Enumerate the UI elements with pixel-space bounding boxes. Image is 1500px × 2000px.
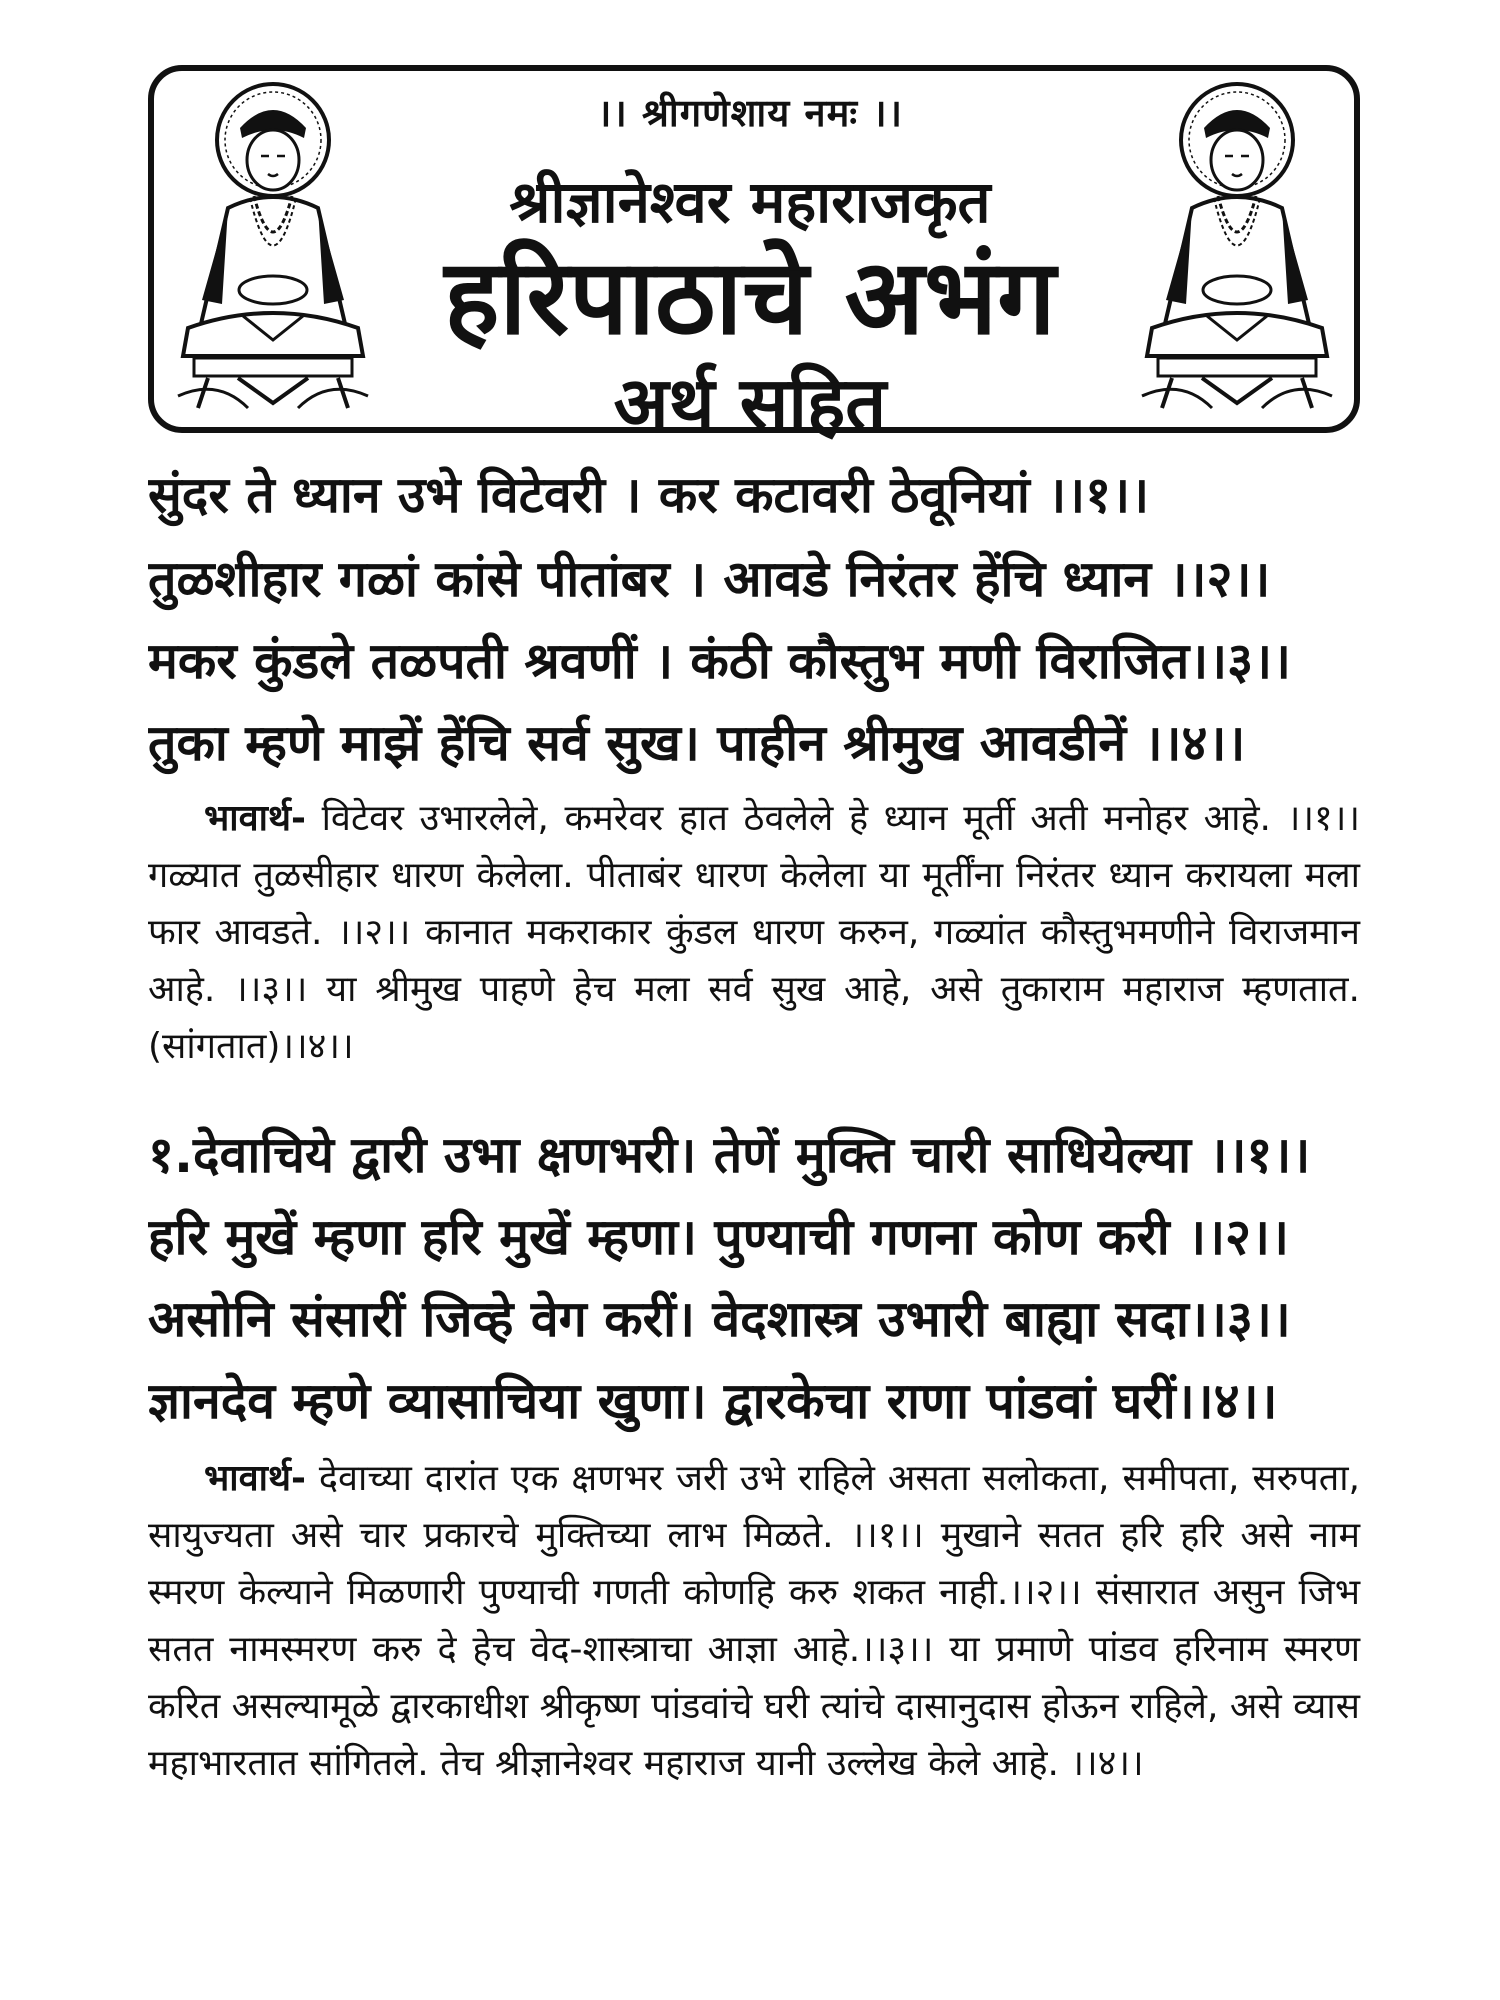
verse-line: सुंदर ते ध्यान उभे विटेवरी । कर कटावरी ठेवूनियां ।।१।। — [148, 466, 1150, 524]
verse-line: ज्ञानदेव म्हणे व्यासाचिया खुणा। द्वारकेचा राणा पांडवां घरीं।।४।। — [148, 1372, 1278, 1430]
verse-line: हरि मुखें म्हणा हरि मुखें म्हणा। पुण्याची गणना कोण करी ।।२।। — [148, 1208, 1289, 1266]
author-line: श्रीज्ञानेश्वर महाराजकृत — [509, 168, 991, 236]
meaning-paragraph — [148, 790, 1360, 1075]
verse-line: तुका म्हणे माझें हेंचि सर्व सुख। पाहीन श्रीमुख आवडीनें ।।४।। — [148, 714, 1246, 772]
meaning-label: भावार्थ- — [204, 798, 306, 839]
meaning-text: देवाच्या दारांत एक क्षणभर जरी उभे राहिले असता सलोकता, समीपता, सरुपता, सायुज्यता असे चार प्रकारचे मुक्तिच्या लाभ मिळते. ।।१।। मुखाने सतत हरि हरि असे नाम स्मरण केल्याने मिळणारी पुण्याची गणती कोणहि करु शकत नाही.।।२।। संसारात असुन जिभ सतत नामस्मरण करु दे हेच वेद-शास्त्राचा आज्ञा आहे.।।३।। या प्रमाणे पांडव हरिनाम स्मरण करित असल्यामूळे द्वारकाधीश श्रीकृष्ण पांडवांचे घरी त्यांचे दासानुदास होऊन राहिले, असे व्यास महाभारतात सांगितले. तेच श्रीज्ञानेश्वर महाराज यानी उल्लेख केले आहे. ।।४।। — [148, 1458, 1360, 1784]
meaning-text: विटेवर उभारलेले, कमरेवर हात ठेवलेले हे ध्यान मूर्ती अती मनोहर आहे. ।।१।। गळ्यात तुळसीहार धारण केलेला. पीताबंर धारण केलेला या मूर्तींना निरंतर ध्यान करायला मला फार आवडते. ।।२।। कानात मकराकार कुंडल धारण करुन, गळ्यांत कौस्तुभमणीने विराजमान आहे. ।।३।। या श्रीमुख पाहणे हेच मला सर्व सुख आहे, असे तुकाराम महाराज म्हणतात. (सांगतात)।।४।। — [148, 798, 1360, 1067]
meaning-paragraph — [148, 1450, 1360, 1792]
invocation-line: ।। श्रीगणेशाय नमः ।। — [596, 91, 904, 135]
verse-line: तुळशीहार गळां कांसे पीतांबर । आवडे निरंतर हेंचि ध्यान ।।२।। — [148, 550, 1271, 608]
page-title: हरिपाठाचे अभंग — [444, 236, 1056, 358]
meaning-label: भावार्थ- — [204, 1458, 306, 1499]
verse-line: १.देवाचिये द्वारी उभा क्षणभरी। तेणें मुक्ति चारी साधियेल्या ।।१।। — [148, 1126, 1311, 1184]
verse-line: मकर कुंडले तळपती श्रवणीं । कंठी कौस्तुभ मणी विराजित।।३।। — [148, 632, 1292, 690]
verse-line: असोनि संसारीं जिव्हे वेग करीं। वेदशास्त्र उभारी बाह्या सदा।।३।। — [148, 1290, 1291, 1348]
page-subtitle: अर्थ सहित — [613, 361, 887, 445]
